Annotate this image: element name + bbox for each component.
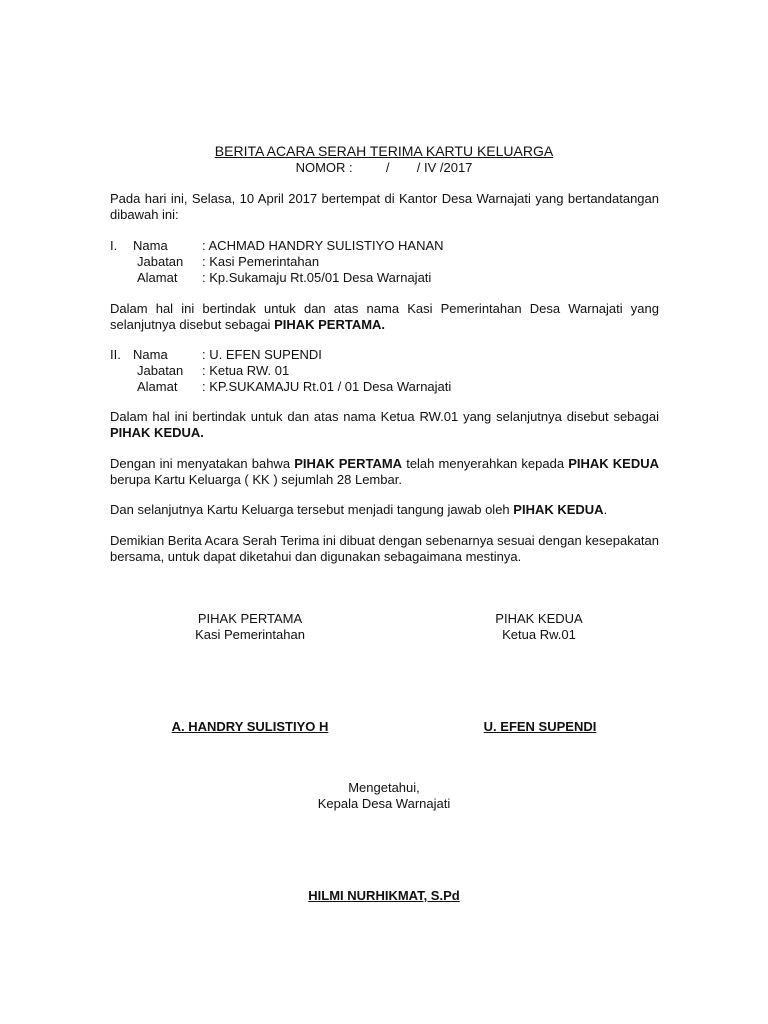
party2-nama-label: Nama	[133, 347, 168, 362]
party2-jabatan-row	[110, 363, 670, 379]
party1-nama-value: : ACHMAD HANDRY SULISTIYO HANAN	[202, 238, 444, 253]
party2-alamat-label: Alamat	[137, 379, 178, 394]
party2-jabatan-value: : Ketua RW. 01	[202, 363, 290, 378]
party1-jabatan-label: Jabatan	[137, 254, 184, 269]
statement-paragraph	[110, 456, 659, 488]
party1-alamat-label: Alamat	[137, 270, 178, 285]
party2-desc-text: Dalam hal ini bertindak untuk dan atas nama Ketua RW.01 yang selanjutnya disebut sebagai	[110, 409, 659, 424]
party1-alamat-row	[110, 270, 670, 286]
responsibility-text-2: .	[603, 502, 608, 517]
responsibility-bold: PIHAK KEDUA	[513, 502, 604, 517]
statement-text-3: berupa Kartu Keluarga ( KK ) sejumlah 28 Lembar.	[110, 472, 402, 487]
party2-nama-row	[110, 347, 670, 363]
party1-nama-label: Nama	[133, 238, 168, 253]
right-party-title: PIHAK KEDUA	[495, 611, 583, 626]
party1-desc-text: Dalam hal ini bertindak untuk dan atas nama Kasi Pemerintahan Desa Warnajati yang selanjutnya disebut sebagai	[110, 301, 659, 332]
witness-label: Mengetahui,	[348, 780, 420, 795]
statement-text-1: Dengan ini menyatakan bahwa	[110, 456, 295, 471]
signature-left-block	[150, 611, 350, 643]
party2-nama-value: : U. EFEN SUPENDI	[202, 347, 322, 362]
document-title	[0, 143, 768, 159]
witness-role: Kepala Desa Warnajati	[317, 796, 451, 811]
party1-description	[110, 301, 659, 333]
party1-jabatan-row	[110, 254, 670, 270]
left-party-title: PIHAK PERTAMA	[197, 611, 303, 626]
nomor-suffix: / IV /2017	[416, 160, 473, 175]
party2-alamat-row	[110, 379, 670, 395]
party1-alamat-value: : Kp.Sukamaju Rt.05/01 Desa Warnajati	[202, 270, 432, 285]
witness-name-wrap	[234, 888, 534, 904]
left-signatory-name: A. HANDRY SULISTIYO H	[171, 719, 329, 734]
party1-nama-row	[110, 238, 670, 254]
party1-numeral: I.	[110, 238, 118, 253]
responsibility-text-1: Dan selanjutnya Kartu Keluarga tersebut menjadi tangung jawab oleh	[110, 502, 514, 517]
right-signatory-name: U. EFEN SUPENDI	[483, 719, 597, 734]
party1-jabatan-value: : Kasi Pemerintahan	[202, 254, 320, 269]
party2-desc-bold: PIHAK KEDUA.	[110, 425, 204, 440]
witness-name: HILMI NURHIKMAT, S.Pd	[308, 888, 460, 903]
party2-alamat-value: : KP.SUKAMAJU Rt.01 / 01 Desa Warnajati	[202, 379, 452, 394]
party2-description	[110, 409, 659, 441]
right-signatory-name-wrap	[410, 719, 670, 735]
witness-block	[234, 780, 534, 812]
responsibility-paragraph	[110, 502, 659, 518]
intro-paragraph: Pada hari ini, Selasa, 10 April 2017 bertempat di Kantor Desa Warnajati yang bertandatangan dibawah ini:	[110, 191, 659, 222]
signature-right-block	[439, 611, 639, 643]
document-number	[0, 160, 768, 176]
left-signatory-name-wrap	[120, 719, 380, 735]
nomor-label: NOMOR :	[295, 160, 353, 175]
nomor-slash: /	[385, 160, 390, 175]
party1-desc-bold: PIHAK PERTAMA.	[274, 317, 386, 332]
party2-numeral: II.	[110, 347, 121, 362]
title-text: BERITA ACARA SERAH TERIMA KARTU KELUARGA	[214, 143, 554, 159]
statement-text-2: telah menyerahkan kepada	[402, 456, 569, 471]
right-party-role: Ketua Rw.01	[502, 627, 576, 642]
left-party-role: Kasi Pemerintahan	[195, 627, 305, 642]
statement-bold-1: PIHAK PERTAMA	[294, 456, 403, 471]
party2-jabatan-label: Jabatan	[137, 363, 184, 378]
statement-bold-2: PIHAK KEDUA	[568, 456, 659, 471]
closing-paragraph: Demikian Berita Acara Serah Terima ini dibuat dengan sebenarnya sesuai dengan kesepakatan bersama, untuk dapat diketahui dan digunakan sebagaimana mestinya.	[110, 533, 660, 564]
